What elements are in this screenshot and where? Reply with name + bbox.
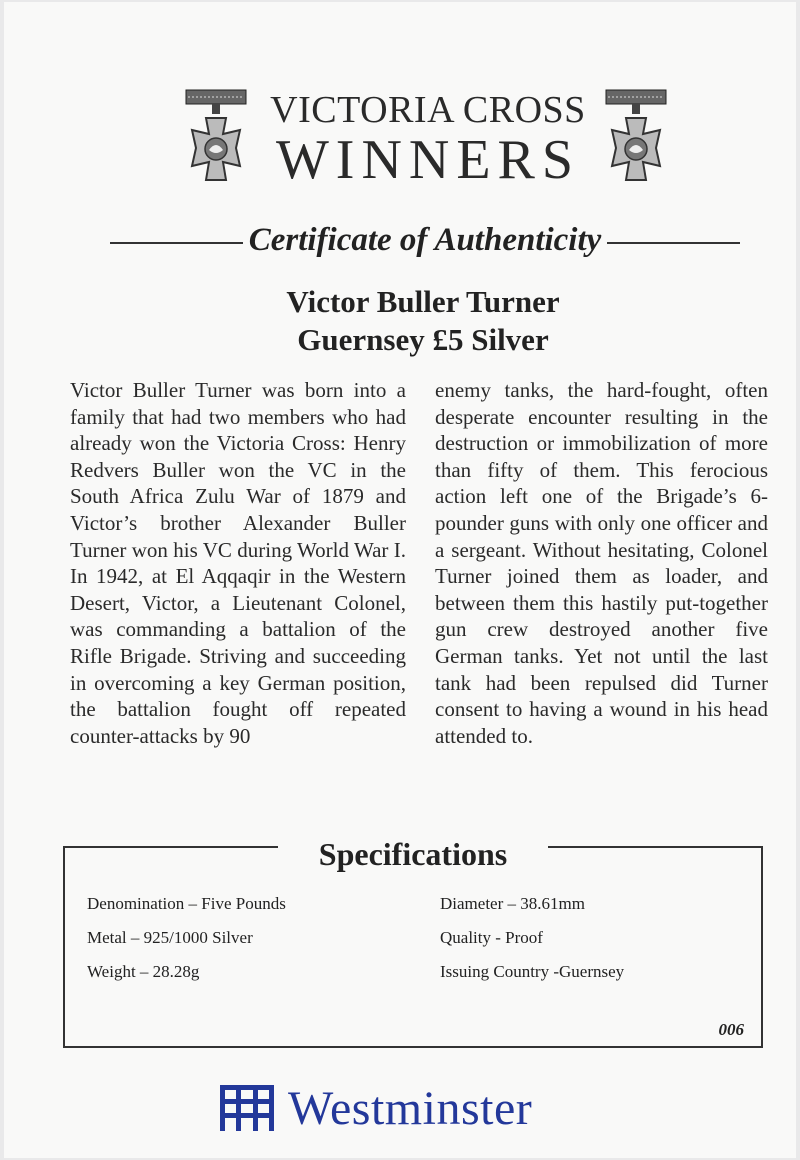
specifications-title: Specifications — [278, 836, 548, 876]
westminster-logo-icon — [220, 1085, 274, 1131]
serial-number: 006 — [718, 1020, 744, 1039]
header — [0, 84, 800, 194]
brand-name: Westminster — [288, 1081, 533, 1135]
specifications-right-column — [440, 893, 624, 995]
body-text-column-2: enemy tanks, the hard-fought, often desperate encounter resulting in the destruction or immobilization of more than fifty of them. This ferocious action left one of the Brigade’s 6-pounder guns with only one officer and a sergeant. Without hesitating, Colonel Turner joined them as loader, and between them this hastily put-together gun crew destroyed another five German tanks. Yet not until the last tank had been repulsed did Turner consent to having a wound in his head attended to. — [435, 378, 768, 748]
victoria-cross-medal-icon — [604, 88, 668, 188]
brand-footer — [220, 1078, 532, 1138]
certificate-of-authenticity-heading — [110, 218, 740, 262]
title-line-2: WINNERS — [275, 129, 581, 191]
victoria-cross-medal-icon — [184, 88, 248, 188]
divider-left — [110, 242, 243, 244]
coin-title: Guernsey £5 Silver — [297, 322, 549, 357]
spec-diameter: Diameter – 38.61mm — [440, 894, 585, 913]
certificate-label: Certificate of Authenticity — [248, 221, 602, 258]
divider-right — [607, 242, 740, 244]
recipient-name: Victor Buller Turner — [286, 284, 560, 319]
spec-issuing-country: Issuing Country -Guernsey — [440, 962, 625, 981]
spec-weight: Weight – 28.28g — [87, 962, 200, 981]
spec-metal: Metal – 925/1000 Silver — [87, 928, 253, 947]
body-text-column-1: Victor Buller Turner was born into a family that had two members who had already won the Victoria Cross: Henry Redvers Buller won the VC in the South Africa Zulu War of 1879 and Victor’s brother Alexander Buller Turner won his VC during World War I. In 1942, at El Aqqaqir in the Western Desert, Victor, a Lieutenant Colonel, was commanding a battalion of the Rifle Brigade. Striving and succeeding in overcoming a key German position, the battalion fought off repeated counter-attacks by 90 — [70, 378, 406, 748]
spec-quality: Quality - Proof — [440, 928, 543, 947]
spec-denomination: Denomination – Five Pounds — [87, 894, 286, 913]
specifications-left-column — [87, 893, 286, 995]
title-line-1: VICTORIA CROSS — [270, 89, 586, 131]
